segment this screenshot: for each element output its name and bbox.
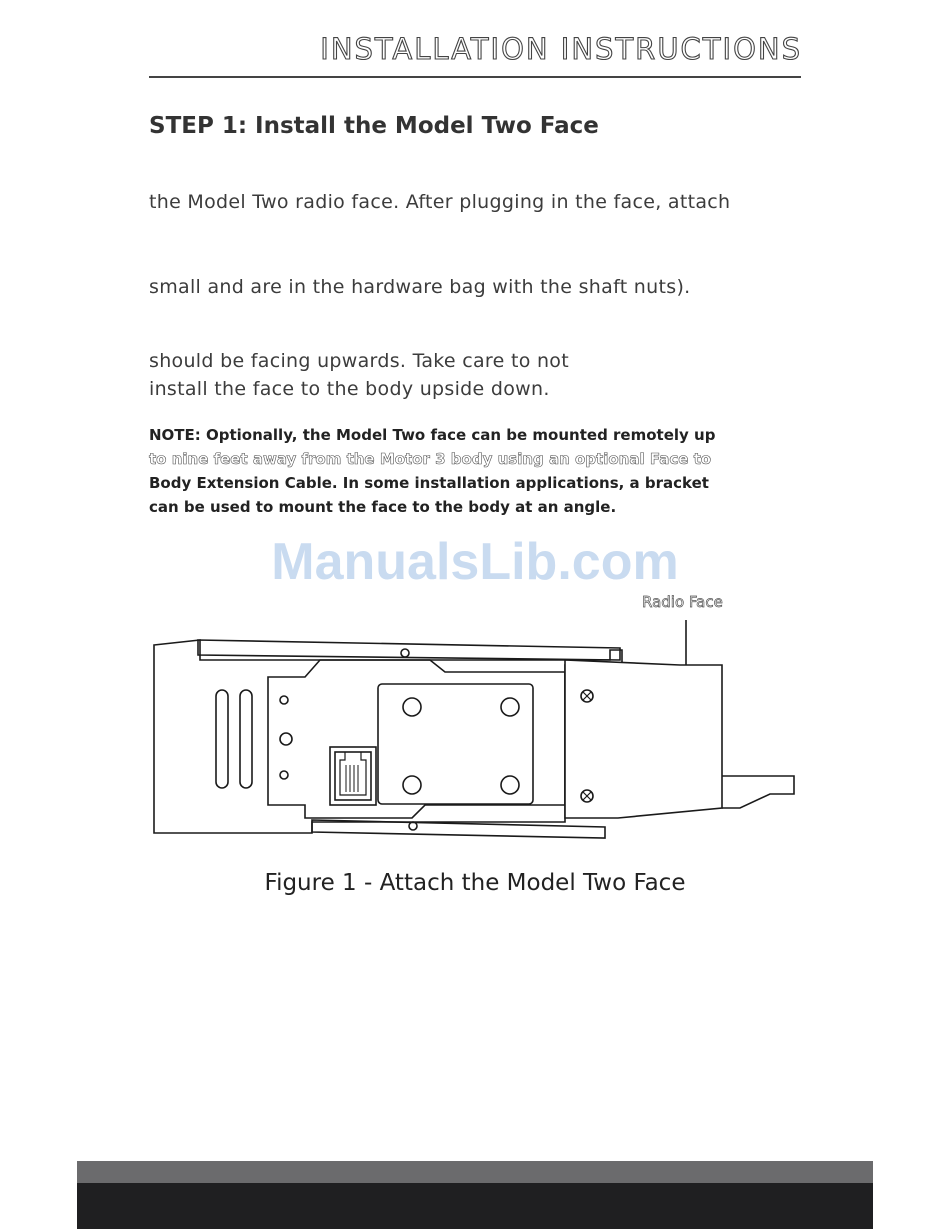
frame-hole-3 bbox=[280, 771, 288, 779]
plate-hole-3 bbox=[403, 776, 421, 794]
figure-caption: Figure 1 - Attach the Model Two Face bbox=[264, 870, 686, 896]
body-line-1: the Model Two radio face. After plugging in the face, attach bbox=[149, 191, 731, 213]
note-line-2: to nine feet away from the Motor 3 body using an optional Face to bbox=[149, 450, 712, 468]
footer-band-dark bbox=[77, 1183, 873, 1229]
frame-hole-1 bbox=[280, 696, 288, 704]
radio-assembly-diagram bbox=[140, 590, 810, 850]
frame-hole-2 bbox=[280, 733, 292, 745]
body-line-3: should be facing upwards. Take care to not bbox=[149, 350, 569, 372]
plate-hole-4 bbox=[501, 776, 519, 794]
top-plate-hole bbox=[401, 649, 409, 657]
note-line-4: can be used to mount the face to the body at an angle. bbox=[149, 498, 617, 516]
watermark: ManualsLib.com bbox=[271, 533, 679, 591]
page-header-title: INSTALLATION INSTRUCTIONS bbox=[320, 32, 802, 66]
body-line-2: small and are in the hardware bag with the shaft nuts). bbox=[149, 276, 691, 298]
vent-slot-left bbox=[216, 690, 228, 788]
mounting-plate bbox=[378, 684, 533, 804]
note-line-1: NOTE: Optionally, the Model Two face can be mounted remotely up bbox=[149, 426, 716, 444]
note-line-3: Body Extension Cable. In some installation applications, a bracket bbox=[149, 474, 709, 492]
header-rule bbox=[149, 76, 801, 78]
body-line-4: install the face to the body upside down. bbox=[149, 378, 550, 400]
top-plate bbox=[198, 640, 620, 660]
plate-hole-2 bbox=[501, 698, 519, 716]
step-heading: STEP 1: Install the Model Two Face bbox=[149, 113, 599, 139]
plate-hole-1 bbox=[403, 698, 421, 716]
footer-band-light bbox=[77, 1161, 873, 1183]
radio-face-callout: Radio Face bbox=[642, 593, 723, 611]
vent-slot-right bbox=[240, 690, 252, 788]
connector-jack bbox=[330, 747, 376, 805]
note-block bbox=[149, 423, 716, 519]
knob-shaft bbox=[722, 776, 794, 808]
